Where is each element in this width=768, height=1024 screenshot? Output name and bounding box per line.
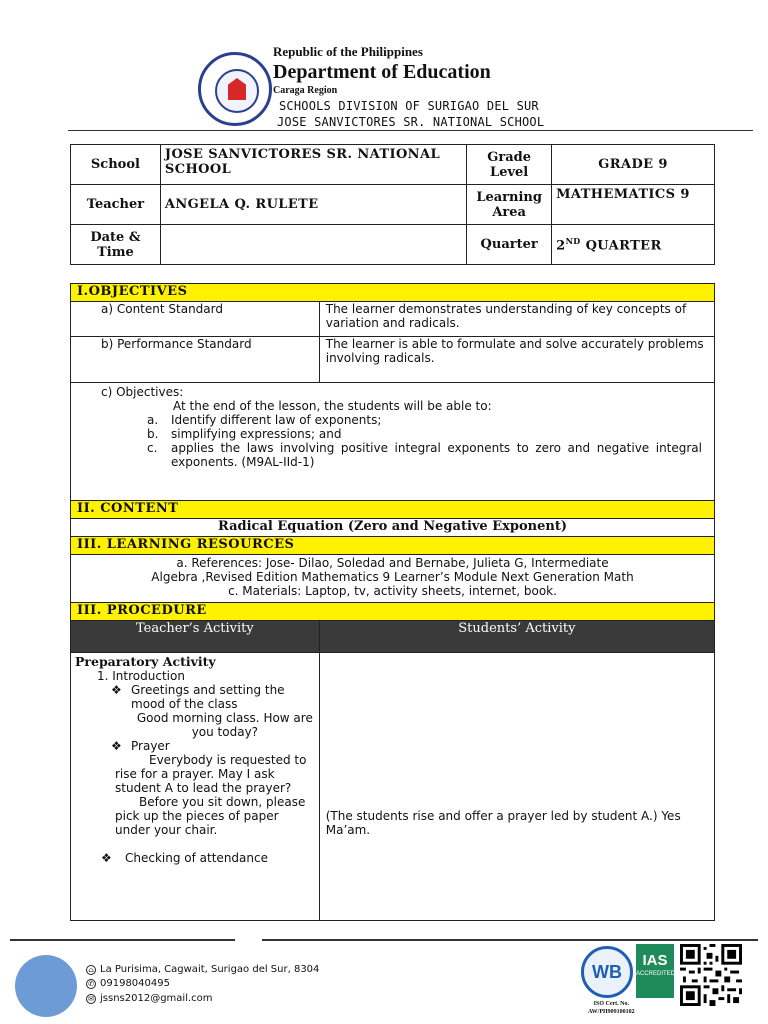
list-item: ❖ Prayer [111, 739, 170, 753]
objectives-cell [71, 383, 715, 501]
lesson-plan-table [70, 283, 715, 921]
header-department: Department of Education [273, 61, 491, 83]
quarter-label: Quarter [467, 225, 552, 265]
teacher-value: ANGELA Q. RULETE [160, 185, 466, 225]
list-item: ❖ Checking of attendance [101, 851, 268, 865]
header-division: SCHOOLS DIVISION OF SURIGAO DEL SUR [279, 99, 539, 113]
list-item: ❖ Greetings and setting the mood of the class [111, 683, 285, 711]
content-standard-label: a) Content Standard [71, 302, 320, 337]
header-school: JOSE SANVICTORES SR. NATIONAL SCHOOL [277, 115, 545, 129]
qr-code-icon [680, 944, 742, 1006]
ias-text: IAS [642, 952, 668, 969]
resources-cell [71, 555, 715, 603]
learning-area-value: MATHEMATICS 9 [552, 185, 715, 225]
iso-certificate [588, 1000, 635, 1016]
school-logo-circle [15, 955, 77, 1017]
quarter-suffix: ND [565, 235, 581, 246]
resources-line1: a. References: Jose- Dilao, Soledad and Bernabe, Julieta G, Intermediate [176, 556, 609, 570]
introduction-item: 1. Introduction [97, 669, 185, 683]
footer-divider-left [10, 939, 235, 941]
teacher-activity-cell [71, 653, 320, 921]
resources-line2: Algebra ,Revised Edition Mathematics 9 Learner’s Module Next Generation Math [151, 570, 634, 584]
header-divider [68, 130, 753, 131]
teacher-label: Teacher [71, 185, 161, 225]
diamond-bullet-icon: ❖ [101, 851, 112, 865]
resources-line3: c. Materials: Laptop, tv, activity sheets, internet, book. [228, 584, 557, 598]
header-region: Caraga Region [273, 85, 338, 96]
objectives-label: c) Objectives: [101, 385, 184, 399]
grade-label: Grade Level [467, 145, 552, 185]
school-value: JOSE SANVICTORES SR. NATIONAL SCHOOL [160, 145, 466, 185]
lesson-info-table [70, 144, 715, 265]
objectives-intro: At the end of the lesson, the students will be able to: [173, 399, 492, 413]
sit-down-text: Before you sit down, please pick up the pieces of paper under your chair. [115, 795, 306, 837]
ias-accreditation-logo [636, 944, 674, 998]
content-heading: II. CONTENT [71, 501, 715, 519]
objectives-heading: I.OBJECTIVES [71, 284, 715, 302]
learning-area-label: Learning Area [467, 185, 552, 225]
date-time-label: Date & Time [71, 225, 161, 265]
iso-cert-number: AW/PH909100102 [588, 1009, 635, 1015]
student-response: (The students rise and offer a prayer led by student A.) Yes Ma’am. [325, 809, 681, 837]
content-title: Radical Equation (Zero and Negative Exponent) [71, 519, 715, 537]
email-icon: ✉ [86, 994, 96, 1004]
date-time-value [160, 225, 466, 265]
footer-address: La Purisima, Cagwait, Surigao del Sur, 8304 [100, 964, 320, 975]
list-item: a. Identify different law of exponents; [147, 413, 382, 427]
footer-divider-right [262, 939, 758, 941]
performance-standard-label: b) Performance Standard [71, 337, 320, 383]
performance-standard-value: The learner is able to formulate and solve accurately problems involving radicals. [319, 337, 714, 383]
location-icon: ⌂ [86, 965, 96, 975]
teacher-activity-header: Teacher’s Activity [71, 621, 320, 653]
prayer-text: Everybody is requested to rise for a prayer. May I ask student A to lead the prayer? [115, 753, 307, 795]
resources-heading: III. LEARNING RESOURCES [71, 537, 715, 555]
content-standard-value: The learner demonstrates understanding of key concepts of variation and radicals. [319, 302, 714, 337]
school-label: School [71, 145, 161, 185]
ias-subtext: ACCREDITED [636, 971, 676, 977]
preparatory-activity-title: Preparatory Activity [75, 654, 216, 669]
footer-phone: 09198040495 [100, 978, 170, 989]
wb-certification-logo: WB [581, 946, 633, 998]
grade-value: GRADE 9 [552, 145, 715, 185]
quarter-value [552, 225, 715, 265]
greeting-text: Good morning class. How are you today? [136, 711, 313, 739]
iso-cert-label: ISO Cert. No. [593, 1001, 629, 1007]
procedure-heading: III. PROCEDURE [71, 603, 715, 621]
student-activity-cell [319, 653, 714, 921]
quarter-number: 2 [556, 238, 566, 254]
phone-icon: ✆ [86, 979, 96, 989]
list-item: b. simplifying expressions; and [147, 427, 342, 441]
deped-seal-logo [198, 52, 272, 126]
footer-email: jssns2012@gmail.com [100, 993, 213, 1004]
objectives-list [101, 413, 702, 469]
diamond-bullet-icon: ❖ [111, 739, 122, 753]
quarter-word: QUARTER [580, 238, 662, 254]
student-activity-header: Students’ Activity [319, 621, 714, 653]
diamond-bullet-icon: ❖ [111, 683, 122, 697]
header-republic: Republic of the Philippines [273, 44, 423, 59]
list-item: c. applies the laws involving positive integral exponents to zero and negative integral exponents. (M9AL-IId-1) [147, 441, 702, 469]
